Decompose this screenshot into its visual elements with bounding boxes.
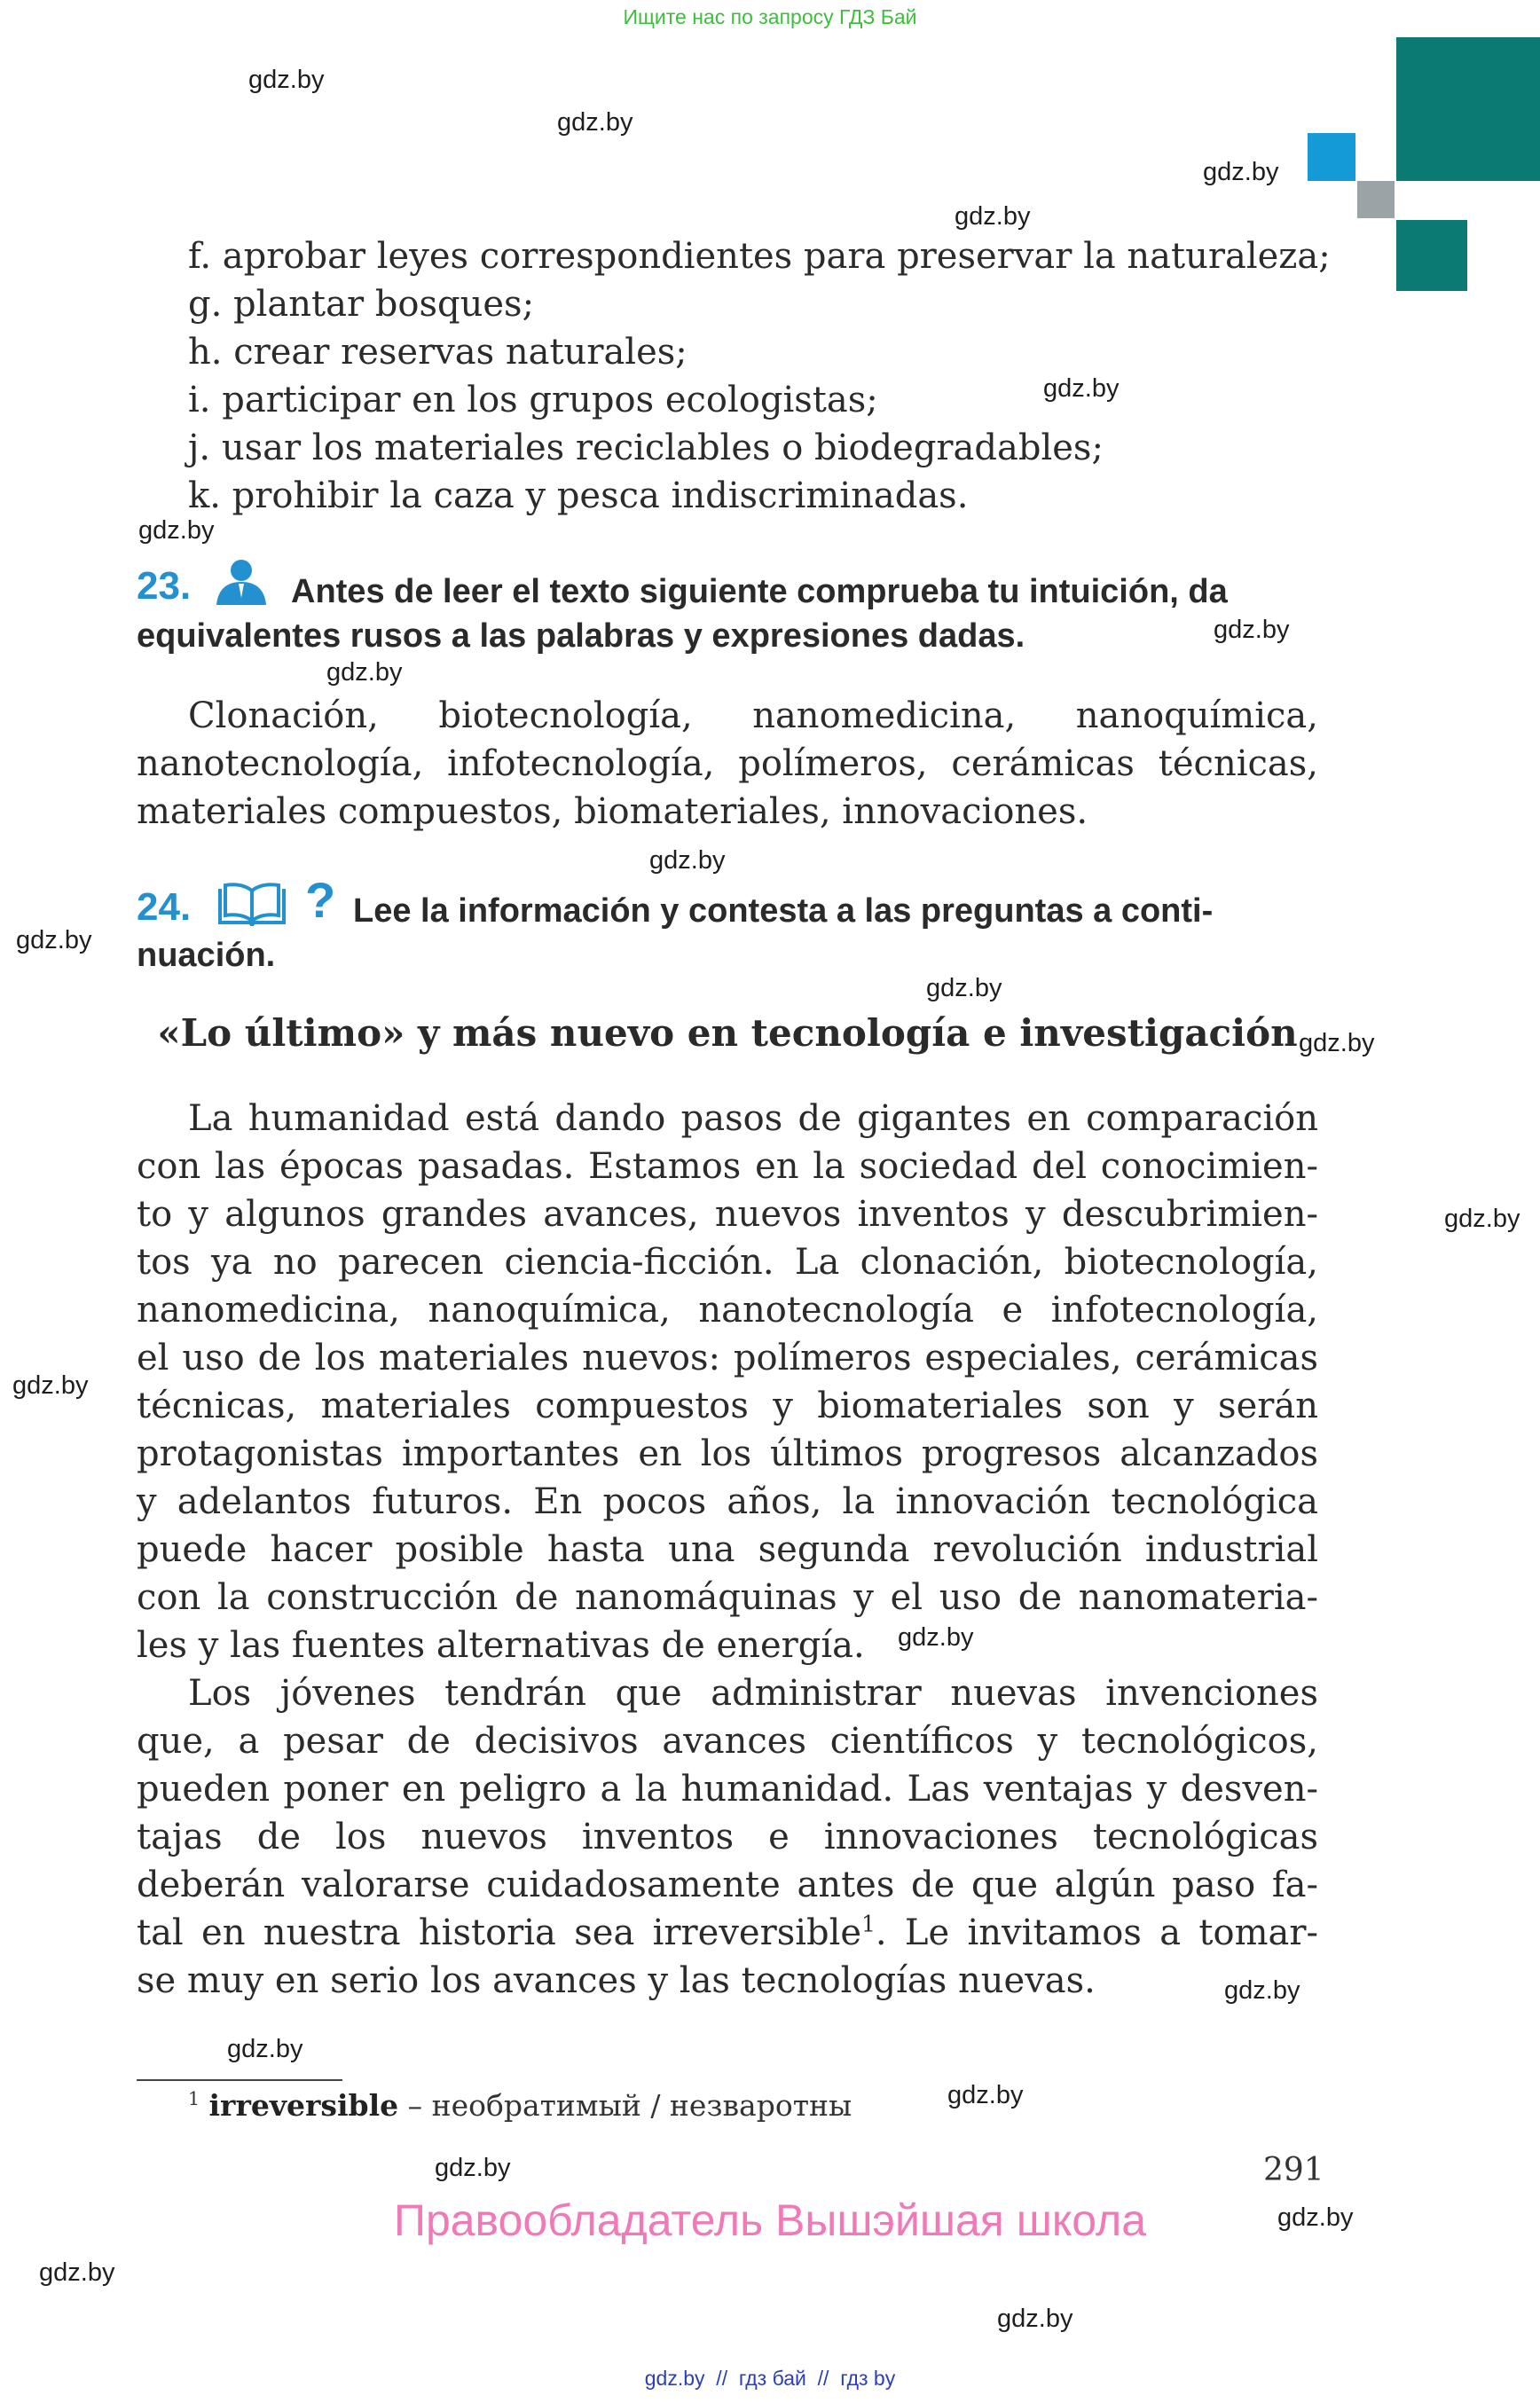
list-item: f. aprobar leyes correspondientes para preservar la naturaleza;: [188, 236, 1331, 277]
footnote: [188, 2088, 852, 2123]
watermark[interactable]: gdz.by: [1444, 1205, 1520, 1233]
paragraph-line: [137, 1909, 1318, 1957]
list-item: h. crear reservas naturales;: [188, 332, 688, 373]
watermark[interactable]: gdz.by: [898, 1623, 974, 1652]
teal-square-small: [1396, 220, 1467, 291]
watermark[interactable]: gdz.by: [947, 2081, 1024, 2109]
teal-square-large: [1396, 37, 1540, 181]
watermark[interactable]: gdz.by: [39, 2258, 115, 2287]
watermark[interactable]: gdz.by: [138, 516, 215, 545]
watermark[interactable]: gdz.by: [926, 974, 1002, 1002]
watermark[interactable]: gdz.by: [955, 202, 1031, 231]
exercise-23-number: 23.: [137, 564, 192, 608]
question-icon: ?: [305, 872, 336, 928]
blue-square: [1308, 133, 1355, 181]
exercise-24-instruction: Lee la información y contesta a las preguntas a conti-: [353, 892, 1214, 930]
paragraph-line: y adelantos futuros. En pocos años, la innovación tecnológica: [137, 1481, 1318, 1522]
paragraph-line: se muy en serio los avances y las tecnologías nuevas.: [137, 1960, 1096, 2001]
paragraph-line: protagonistas importantes en los últimos progresos alcanzados: [137, 1433, 1318, 1474]
paragraph-line: que, a pesar de decisivos avances científicos y tecnológicos,: [137, 1721, 1318, 1762]
watermark[interactable]: gdz.by: [557, 108, 633, 137]
article-title: «Lo último» y más nuevo en tecnología e investigación: [157, 1011, 1298, 1055]
watermark[interactable]: gdz.by: [1203, 158, 1279, 186]
list-item: g. plantar bosques;: [188, 284, 535, 325]
exercise-23-words: materiales compuestos, biomateriales, innovaciones.: [137, 791, 1088, 832]
paragraph-line: el uso de los materiales nuevos: polímeros especiales, cerámicas: [137, 1338, 1318, 1378]
page-number: 291: [1263, 2152, 1324, 2188]
exercise-23-instruction: equivalentes rusos a las palabras y expresiones dadas.: [137, 617, 1025, 655]
bottom-links[interactable]: gdz.by // гдз бай // гдз by: [644, 2367, 896, 2390]
copyright-holder: Правообладатель Вышэйшая школа: [394, 2195, 1146, 2245]
paragraph-line: Los jóvenes tendrán que administrar nuevas invenciones: [188, 1673, 1318, 1714]
exercise-23-words: nanotecnología, infotecnología, polímeros, cerámicas técnicas,: [137, 743, 1318, 784]
watermark[interactable]: gdz.by: [227, 2035, 303, 2063]
watermark[interactable]: gdz.by: [1043, 374, 1120, 403]
list-item: k. prohibir la caza y pesca indiscriminadas.: [188, 475, 969, 516]
paragraph-line: les y las fuentes alternativas de energía.: [137, 1625, 865, 1666]
paragraph-line: puede hacer posible hasta una segunda revolución industrial: [137, 1529, 1318, 1570]
person-icon: [211, 557, 271, 607]
watermark[interactable]: gdz.by: [1299, 1029, 1375, 1057]
footnote-divider: [137, 2079, 342, 2081]
paragraph-text: tal en nuestra historia sea irreversible: [137, 1912, 862, 1953]
exercise-23-words: Clonación, biotecnología, nanomedicina, nanoquímica,: [188, 695, 1318, 736]
watermark[interactable]: gdz.by: [1224, 1976, 1300, 2005]
footnote-marker[interactable]: 1: [861, 1911, 876, 1937]
search-hint[interactable]: Ищите нас по запросу ГДЗ Бай: [623, 5, 917, 28]
footnote-number: 1: [188, 2088, 200, 2109]
list-item: i. participar en los grupos ecologistas;: [188, 380, 878, 420]
paragraph-line: deberán valorarse cuidadosamente antes de que algún paso fa-: [137, 1865, 1318, 1905]
paragraph-line: tos ya no parecen ciencia-ficción. La clonación, biotecnología,: [137, 1242, 1318, 1283]
watermark[interactable]: gdz.by: [248, 66, 325, 94]
watermark[interactable]: gdz.by: [435, 2154, 511, 2182]
watermark[interactable]: gdz.by: [12, 1371, 89, 1400]
watermark[interactable]: gdz.by: [997, 2305, 1073, 2333]
list-item: j. usar los materiales reciclables o biodegradables;: [188, 428, 1104, 468]
paragraph-line: to y algunos grandes avances, nuevos inventos y descubrimien-: [137, 1194, 1318, 1235]
footnote-translation: – необратимый / незваротны: [398, 2088, 852, 2123]
paragraph-text: . Le invitamos a tomar-: [875, 1912, 1318, 1953]
footnote-term: irreversible: [208, 2088, 399, 2123]
watermark[interactable]: gdz.by: [1277, 2203, 1354, 2232]
exercise-24-number: 24.: [137, 885, 192, 929]
watermark[interactable]: gdz.by: [649, 846, 726, 875]
book-icon: [216, 882, 287, 926]
watermark[interactable]: gdz.by: [326, 658, 403, 687]
paragraph-line: pueden poner en peligro a la humanidad. Las ventajas y desven-: [137, 1769, 1318, 1810]
paragraph-line: nanomedicina, nanoquímica, nanotecnología e infotecnología,: [137, 1290, 1318, 1331]
exercise-24-instruction: nuación.: [137, 937, 276, 974]
paragraph-line: técnicas, materiales compuestos y biomateriales son y serán: [137, 1386, 1318, 1426]
paragraph-line: con las épocas pasadas. Estamos en la sociedad del conocimien-: [137, 1146, 1318, 1187]
gray-square: [1357, 181, 1395, 218]
paragraph-line: con la construcción de nanomáquinas y el uso de nanomateria-: [137, 1577, 1318, 1618]
watermark[interactable]: gdz.by: [16, 926, 92, 954]
exercise-23-instruction: Antes de leer el texto siguiente comprueba tu intuición, da: [291, 573, 1228, 610]
paragraph-line: La humanidad está dando pasos de gigantes en comparación: [188, 1098, 1318, 1139]
paragraph-line: tajas de los nuevos inventos e innovaciones tecnológicas: [137, 1817, 1318, 1857]
watermark[interactable]: gdz.by: [1214, 616, 1290, 644]
